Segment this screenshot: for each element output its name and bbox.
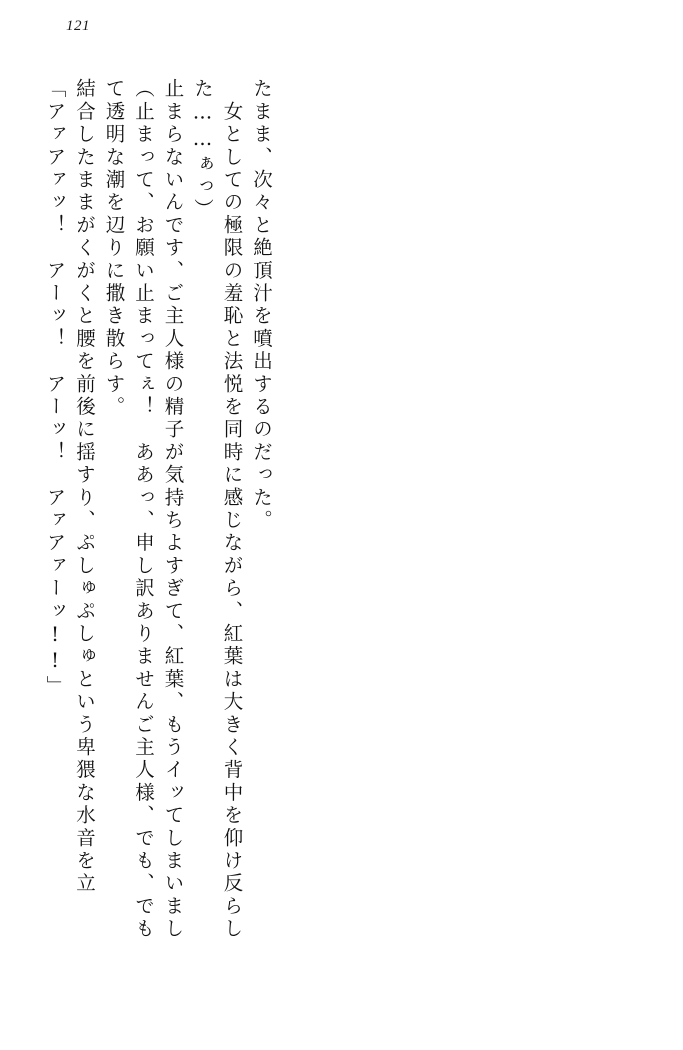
- vertical-text-body: [35, 78, 635, 1018]
- text-line: 「アァアァッ！ アーッ！ アーッ！ アァアァーッ!!」: [43, 78, 67, 698]
- text-line: 止まらないんです、ご主人様の精子が気持ちよすぎて、紅葉、もうイッてしまいまし: [161, 78, 185, 941]
- text-line: たまま、次々と絶頂汁を噴出するのだった。: [250, 78, 273, 532]
- text-line: 結合したままがくがくと腰を前後に揺すり、ぷしゅぷしゅという卑猥な水音を立: [73, 78, 96, 896]
- text-line: た……ぁっ）: [191, 78, 214, 222]
- page-number: 121: [66, 18, 90, 34]
- text-line: て透明な潮を辺りに撒き散らす。: [102, 78, 126, 419]
- text-line: 女としての極限の羞恥と法悦を同時に感じながら、紅葉は大きく背中を仰け反らし: [220, 78, 244, 941]
- text-line: （止まって、お願い止まってぇ！ ああっ、申し訳ありませんご主人様、でも、でも: [132, 78, 155, 941]
